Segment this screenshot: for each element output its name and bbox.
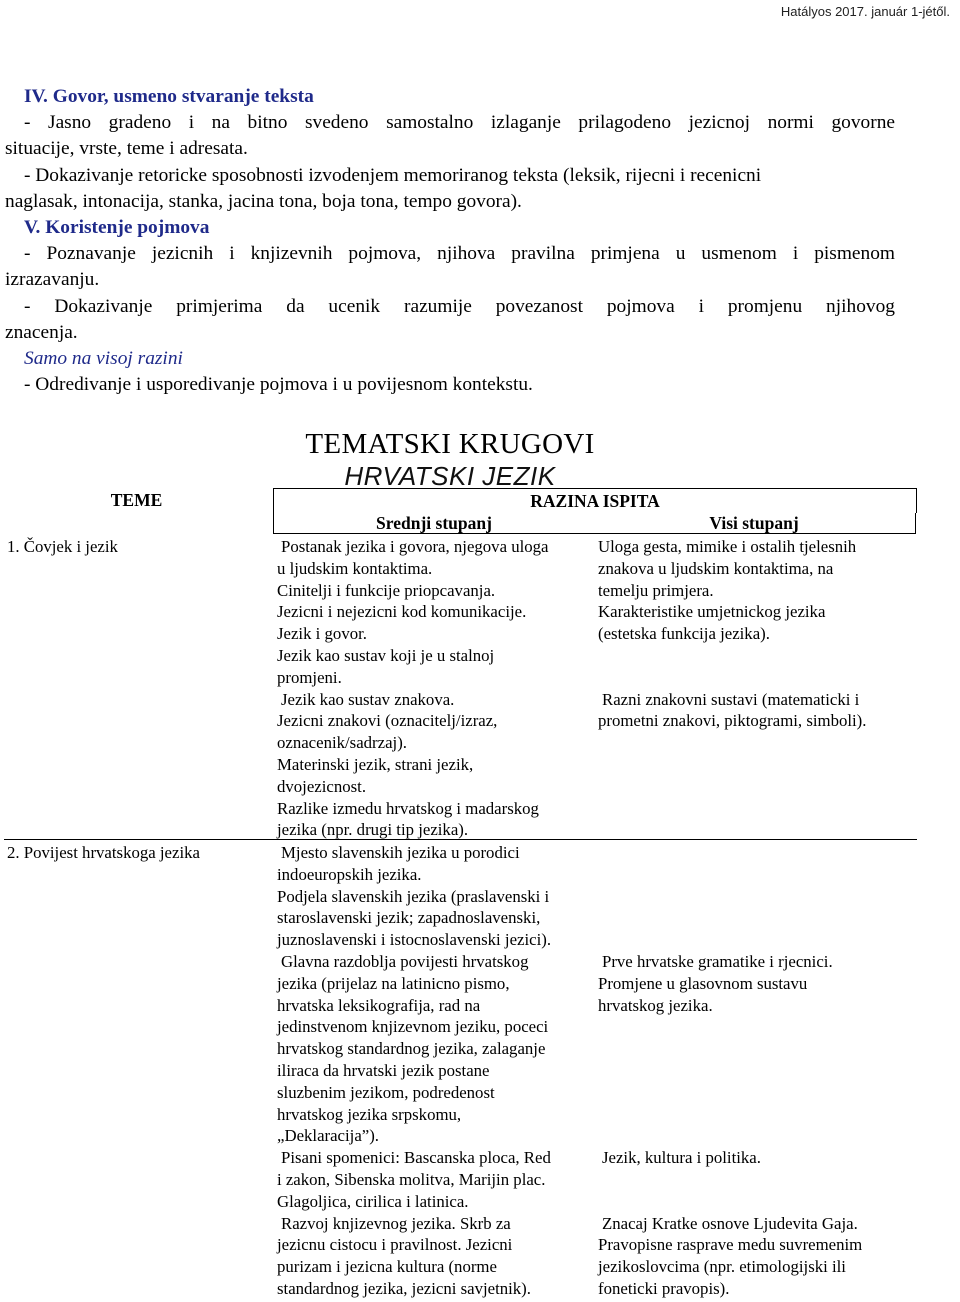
section-v-item1-line2: izrazavanju. <box>5 269 100 291</box>
srednji-cell <box>277 842 593 1300</box>
srednji-line: Cinitelji i funkcije priopcavanja. <box>277 580 496 600</box>
srednji-line: Podjela slavenskih jezika (praslavenski i <box>277 886 550 906</box>
srednji-line: Postanak jezika i govora, njegova uloga <box>281 537 549 556</box>
srednji-line: jezika (prijelaz na latinicno pismo, <box>277 973 510 993</box>
srednji-line: Jezik kao sustav koji je u stalnoj <box>277 645 495 665</box>
row-divider <box>4 839 917 840</box>
srednji-line: dvojezicnost. <box>277 776 367 796</box>
srednji-line: hrvatskog jezika srpskomu, <box>277 1104 462 1124</box>
visi-line: Razni znakovni sustavi (matematicki i <box>602 689 860 709</box>
section-v-heading: V. Koristenje pojmova <box>24 217 210 239</box>
section-iv-item2-line2: naglasak, intonacija, stanka, jacina tona, boja tona, tempo govora). <box>5 190 522 212</box>
srednji-line: oznacenik/sadrzaj). <box>277 733 407 753</box>
visi-line: Uloga gesta, mimike i ostalih tjelesnih <box>598 537 857 556</box>
visi-cell <box>598 842 916 1300</box>
srednji-line: Jezicni znakovi (oznacitelj/izraz, <box>277 711 498 731</box>
theme-cell: 1. Čovjek i jezik <box>7 537 118 556</box>
srednji-line: purizam i jezicna kultura (norme <box>277 1257 497 1277</box>
srednji-line: indoeuropskih jezika. <box>277 864 422 884</box>
visi-line: znakova u ljudskim kontaktima, na <box>598 558 834 578</box>
section-iv-item1-line1: - Jasno gradeno i na bitno svedeno samostalno izlaganje prilagodeno jezicnoj normi govorne <box>24 112 895 134</box>
section-iv-item2-line1: - Dokazivanje retoricke sposobnosti izvodenjem memoriranog teksta (leksik, rijecni i recenicni <box>24 164 762 186</box>
srednji-line: Jezik kao sustav znakova. <box>281 689 455 709</box>
visi-line: temelju primjera. <box>598 580 714 600</box>
srednji-line: hrvatskog standardnog jezika, zalaganje <box>277 1039 546 1059</box>
srednji-line: i zakon, Sibenska molitva, Marijin plac. <box>277 1169 546 1189</box>
visi-line: Karakteristike umjetnickog jezika <box>598 602 826 622</box>
srednji-line: u ljudskim kontaktima. <box>277 558 433 578</box>
visi-line: Jezik, kultura i politika. <box>602 1148 761 1168</box>
column-header-visi: Visi stupanj <box>593 513 916 534</box>
srednji-line: juznoslavenski i istocnoslavenski jezici). <box>277 930 552 950</box>
srednji-line: „Deklaracija”). <box>277 1126 380 1146</box>
theme-cell: 2. Povijest hrvatskoga jezika <box>7 843 200 862</box>
visi-line: Pravopisne rasprave medu suvremenim <box>598 1235 863 1255</box>
visi-line: Prve hrvatske gramatike i rjecnici. <box>602 951 833 971</box>
section-v-item3: - Odredivanje i usporedivanje pojmova i u povijesnom kontekstu. <box>24 374 533 396</box>
validity-note: Hatályos 2017. január 1-jétől. <box>780 4 950 19</box>
visi-line: Promjene u glasovnom sustavu <box>598 973 808 993</box>
higher-level-note: Samo na visoj razini <box>24 348 183 370</box>
visi-line: Znacaj Kratke osnove Ljudevita Gaja. <box>602 1213 858 1233</box>
section-v-item1-line1: - Poznavanje jezicnih i knjizevnih pojmova, njihova pravilna primjena u usmenom i pismenom <box>24 243 895 265</box>
column-header-srednji: Srednji stupanj <box>273 513 594 534</box>
srednji-line: Mjesto slavenskih jezika u porodici <box>281 843 520 862</box>
section-iv-item1-line2: situacije, vrste, teme i adresata. <box>5 138 248 160</box>
srednji-line: sluzbenim jezikom, podredenost <box>277 1082 495 1102</box>
page-title: TEMATSKI KRUGOVI <box>305 428 595 460</box>
srednji-line: standardnog jezika, jezicni savjetnik). <box>277 1278 531 1298</box>
srednji-line: Materinski jezik, strani jezik, <box>277 754 474 774</box>
srednji-line: hrvatska leksikografija, rad na <box>277 995 481 1015</box>
srednji-line: staroslavenski jezik; zapadnoslavenski, <box>277 908 541 928</box>
srednji-line: jedinstvenom knjizevnom jeziku, poceci <box>277 1017 549 1037</box>
page-subtitle: HRVATSKI JEZIK <box>344 461 556 491</box>
visi-cell <box>598 536 916 732</box>
srednji-line: Glagoljica, cirilica i latinica. <box>277 1191 469 1211</box>
visi-line: prometni znakovi, piktogrami, simboli). <box>598 711 867 731</box>
section-v-item2-line2: znacenja. <box>5 321 78 343</box>
srednji-line: Razvoj knjizevnog jezika. Skrb za <box>281 1213 511 1233</box>
srednji-line: jezika (npr. drugi tip jezika). <box>277 820 469 840</box>
table-header <box>4 488 917 534</box>
srednji-line: jezicnu cistocu i pravilnost. Jezicni <box>277 1235 513 1255</box>
table-row <box>4 536 917 840</box>
visi-line: (estetska funkcija jezika). <box>598 624 770 644</box>
column-header-razina-box <box>273 488 917 513</box>
intro-text <box>5 84 895 398</box>
section-v-item2-line1: - Dokazivanje primjerima da ucenik razumije povezanost pojmova i promjenu njihovog <box>24 295 895 317</box>
section-iv-heading: IV. Govor, usmeno stvaranje teksta <box>24 86 314 107</box>
visi-line: jezikoslovcima (npr. etimologijski ili <box>598 1257 846 1277</box>
srednji-line: Glavna razdoblja povijesti hrvatskog <box>281 951 529 971</box>
srednji-line: Jezicni i nejezicni kod komunikacije. <box>277 602 527 622</box>
table-row <box>4 842 917 1302</box>
srednji-line: Jezik i govor. <box>277 624 367 644</box>
column-header-teme: TEME <box>110 490 163 510</box>
visi-line: hrvatskog jezika. <box>598 995 713 1015</box>
srednji-cell <box>277 536 593 841</box>
srednji-line: Razlike izmedu hrvatskog i madarskog <box>277 798 539 818</box>
visi-line: foneticki pravopis). <box>598 1278 730 1298</box>
srednji-line: promjeni. <box>277 667 342 687</box>
column-header-razina: RAZINA ISPITA <box>530 491 660 511</box>
srednji-line: iliraca da hrvatski jezik postane <box>277 1060 490 1080</box>
srednji-line: Pisani spomenici: Bascanska ploca, Red <box>281 1148 551 1168</box>
